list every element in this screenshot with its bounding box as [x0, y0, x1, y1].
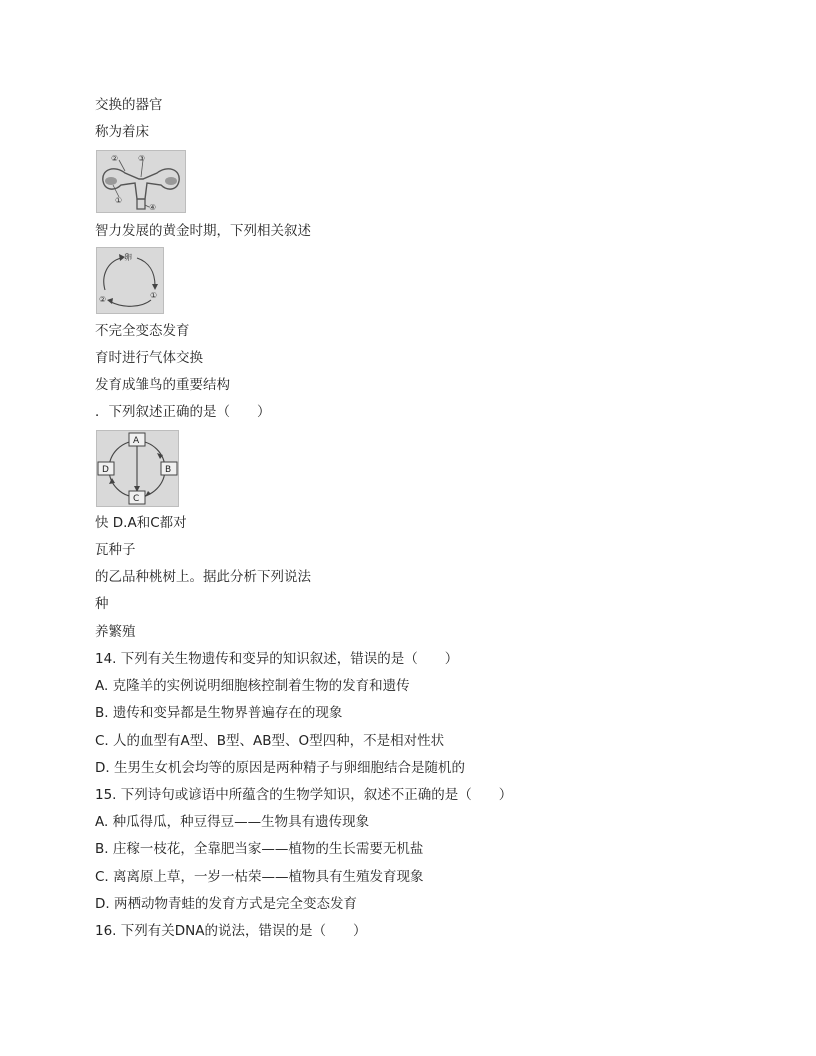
question-14: 14. 下列有关生物遗传和变异的知识叙述，错误的是（ ） [95, 651, 459, 667]
text-line: 发育成雏鸟的重要结构 [95, 377, 230, 393]
question-14-option-c: C. 人的血型有A型、B型、AB型、O型四种，不是相对性状 [95, 733, 445, 749]
text-line: 养繁殖 [95, 624, 136, 640]
question-14-option-a: A. 克隆羊的实例说明细胞核控制着生物的发育和遗传 [95, 678, 410, 694]
figure2-label: 卵 [124, 253, 132, 262]
text-line: 瓦种子 [95, 542, 136, 558]
text-line: 种 [95, 596, 109, 612]
figure3-label-c: C [133, 494, 140, 504]
figure1-label: ① [115, 196, 123, 205]
figure3-label-a: A [133, 436, 140, 446]
text-line: 的乙品种桃树上。据此分析下列说法 [95, 569, 311, 585]
figure2-label: ① [150, 291, 158, 300]
abcd-cycle-figure [96, 430, 179, 507]
text-line: 交换的器官 [95, 97, 163, 113]
figure2-label: ② [99, 295, 107, 304]
figure3-label-d: D [102, 465, 109, 475]
text-line: 快 D.A和C都对 [95, 515, 187, 531]
text-line: 不完全变态发育 [95, 323, 190, 339]
text-line: 育时进行气体交换 [95, 350, 203, 366]
question-14-option-b: B. 遗传和变异都是生物界普遍存在的现象 [95, 705, 343, 721]
figure1-label: ③ [138, 154, 146, 163]
reproductive-system-figure [96, 150, 186, 213]
text-line: 称为着床 [95, 124, 149, 140]
text-line: ．下列叙述正确的是（ ） [95, 404, 271, 420]
question-14-option-d: D. 生男生女机会均等的原因是两种精子与卵细胞结合是随机的 [95, 760, 465, 776]
life-cycle-figure [96, 247, 164, 314]
question-15-option-c: C. 离离原上草，一岁一枯荣——植物具有生殖发育现象 [95, 869, 424, 885]
question-15-option-b: B. 庄稼一枝花，全靠肥当家——植物的生长需要无机盐 [95, 841, 424, 857]
figure3-label-b: B [165, 465, 172, 475]
question-16: 16. 下列有关DNA的说法，错误的是（ ） [95, 923, 367, 939]
question-15-option-d: D. 两栖动物青蛙的发育方式是完全变态发育 [95, 896, 357, 912]
question-15: 15. 下列诗句或谚语中所蕴含的生物学知识，叙述不正确的是（ ） [95, 787, 513, 803]
question-15-option-a: A. 种瓜得瓜，种豆得豆——生物具有遗传现象 [95, 814, 370, 830]
figure1-label: ④ [149, 203, 157, 212]
figure1-label: ② [111, 154, 119, 163]
text-line: 智力发展的黄金时期，下列相关叙述 [95, 223, 311, 239]
